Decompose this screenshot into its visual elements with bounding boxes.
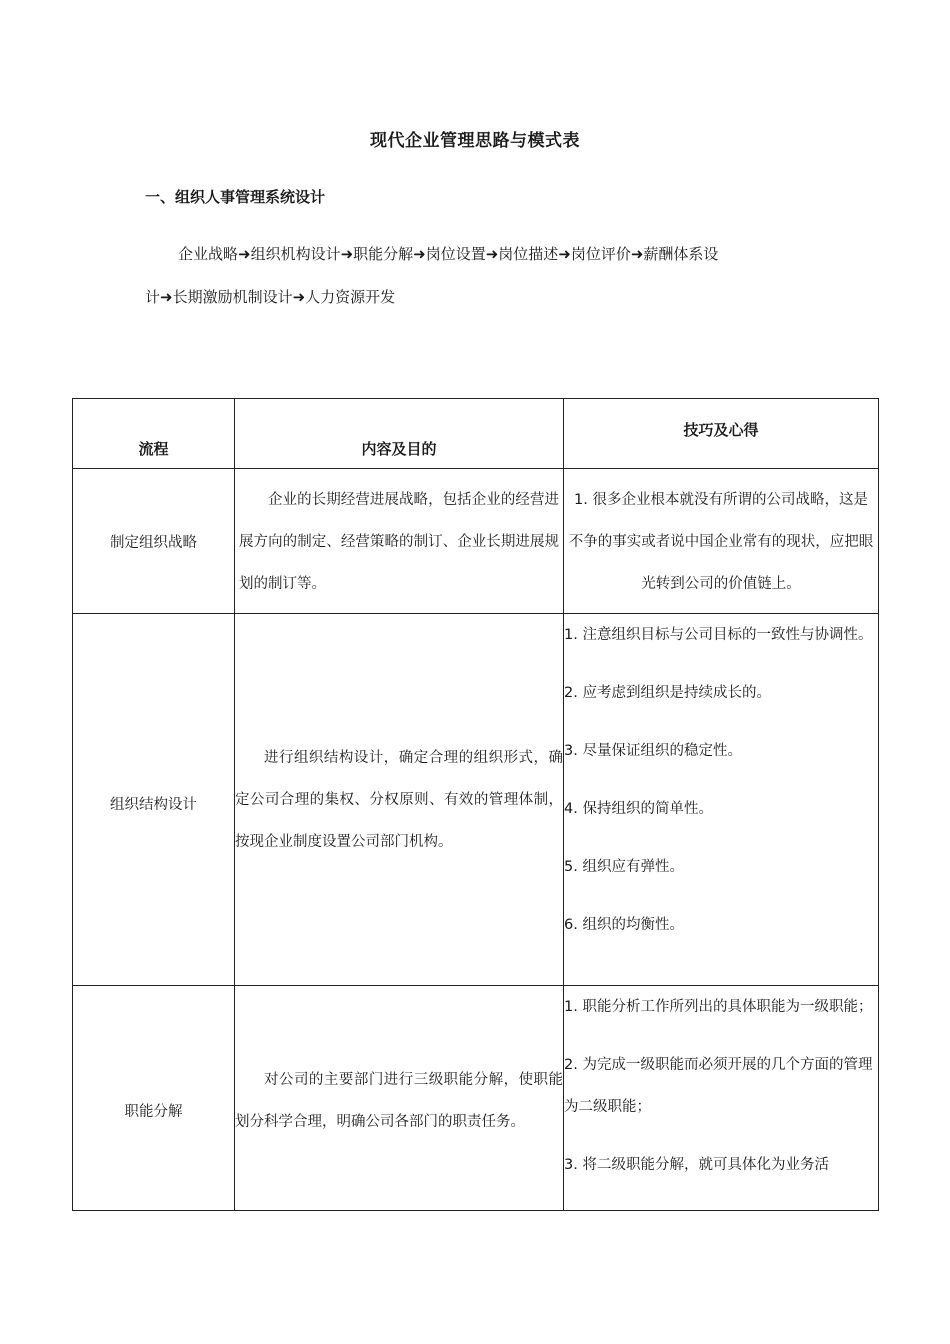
tip-item: 3. 将二级职能分解，就可具体化为业务活 (564, 1157, 829, 1173)
content-cell (235, 614, 564, 986)
tip-item: 1. 注意组织目标与公司目标的一致性与协调性。 (564, 627, 873, 643)
management-table (72, 398, 879, 1211)
process-flow-line-2: 计➜长期激励机制设计➜人力资源开发 (145, 288, 396, 306)
tip-item: 3. 尽量保证组织的稳定性。 (564, 743, 742, 759)
content-text: 企业的长期经营进展战略，包括企业的经营进展方向的制定、经营策略的制订、企业长期进展规划的制订等。 (239, 492, 559, 592)
tips-cell (564, 614, 879, 986)
table-row (73, 986, 879, 1211)
content-cell (235, 986, 564, 1211)
header-content-purpose: 内容及目的 (235, 399, 564, 469)
tips-cell (564, 469, 879, 614)
stage-cell: 职能分解 (73, 986, 235, 1211)
tips-clip (564, 986, 878, 1210)
section-heading: 一、组织人事管理系统设计 (145, 188, 326, 206)
table-row (73, 614, 879, 986)
tip-item: 4. 保持组织的简单性。 (564, 801, 713, 817)
tip-item: 1. 很多企业根本就没有所谓的公司战略，这是不争的事实或者说中国企业常有的现状，应把眼光转到公司的价值链上。 (568, 492, 874, 592)
stage-cell: 制定组织战略 (73, 469, 235, 614)
tips-cell (564, 986, 879, 1211)
tip-item: 2. 为完成一级职能而必须开展的几个方面的管理为二级职能； (564, 1057, 873, 1115)
process-flow-line-1: 企业战略➜组织机构设计➜职能分解➜岗位设置➜岗位描述➜岗位评价➜薪酬体系设 (178, 245, 719, 263)
tip-item: 1. 职能分析工作所列出的具体职能为一级职能； (564, 999, 873, 1015)
table-header-row (73, 399, 879, 469)
content-text: 进行组织结构设计，确定合理的组织形式，确定公司合理的集权、分权原则、有效的管理体制，按现企业制度设置公司部门机构。 (235, 749, 563, 850)
content-cell (235, 469, 564, 614)
table-row (73, 469, 879, 614)
header-tips-insights: 技巧及心得 (564, 399, 879, 469)
page-title: 现代企业管理思路与模式表 (370, 131, 580, 151)
stage-cell: 组织结构设计 (73, 614, 235, 986)
header-process: 流程 (73, 399, 235, 469)
content-text: 对公司的主要部门进行三级职能分解，使职能划分科学合理，明确公司各部门的职责任务。 (235, 1071, 563, 1130)
tip-item: 6. 组织的均衡性。 (564, 917, 684, 933)
tip-item: 5. 组织应有弹性。 (564, 859, 684, 875)
tip-item: 2. 应考虑到组织是持续成长的。 (564, 685, 771, 701)
